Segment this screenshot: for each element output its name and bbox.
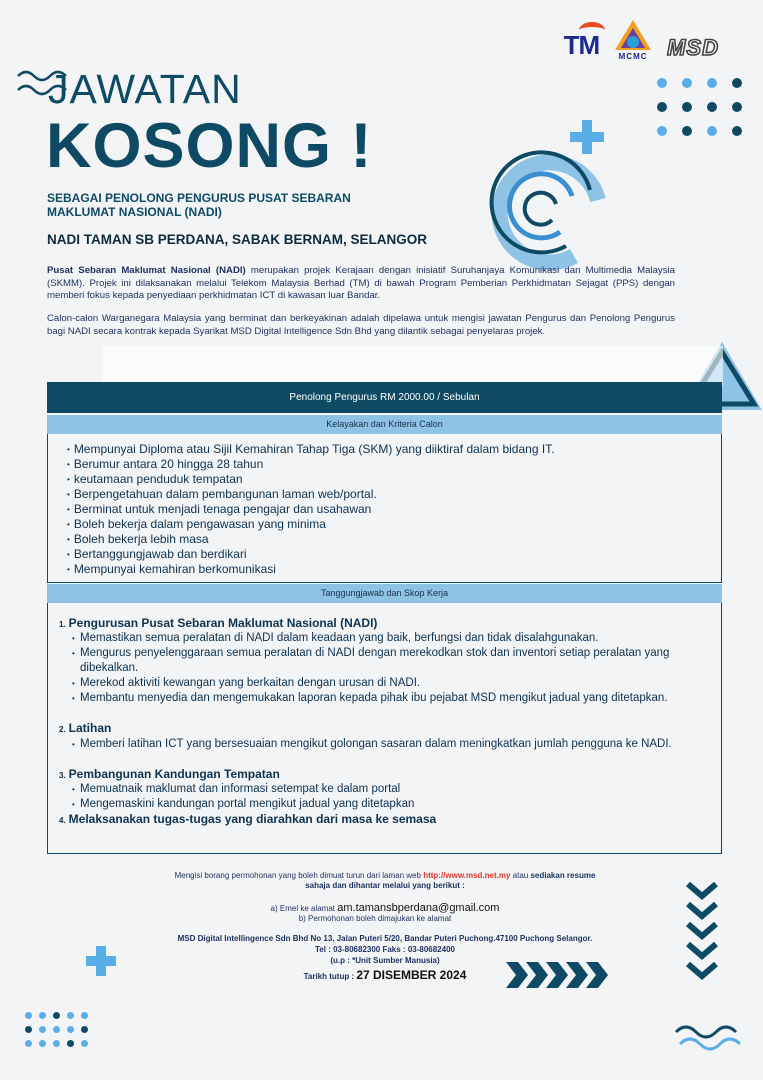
deadline-date: 27 DISEMBER 2024 (356, 968, 467, 982)
intro-paragraph-1 (47, 265, 675, 303)
swirl-decoration (492, 152, 598, 262)
list-item: • Berminat untuk menjadi tenaga pengajar dan usahawan (67, 502, 721, 517)
requirements-box (47, 434, 722, 583)
duty-section-1: 1. Pengurusan Pusat Sebaran Maklumat Nasional (NADI) (59, 616, 378, 630)
wave-decoration (680, 1039, 740, 1049)
duty-item: • Memuatnaik maklumat dan informasi setempat ke dalam portal (80, 782, 710, 797)
list-item: • Boleh bekerja lebih masa (67, 532, 721, 547)
page-title-line1: JAWATAN (48, 66, 242, 112)
plus-icon (570, 120, 604, 154)
salary-banner: Penolong Pengurus RM 2000.00 / Sebulan (47, 382, 722, 413)
tm-logo: TM (564, 30, 600, 61)
wave-decoration (676, 1027, 736, 1037)
location-heading: NADI TAMAN SB PERDANA, SABAK BERNAM, SELANGOR (47, 232, 428, 247)
msd-logo: MSD (667, 35, 719, 60)
application-instructions-2: sahaja dan dihantar melalui yang berikut : (305, 881, 465, 890)
job-details-panel (47, 382, 722, 854)
mail-line: b) Permohonan boleh dimajukan ke alamat (298, 914, 452, 923)
email-address[interactable]: am.tamansbperdana@gmail.com (337, 902, 500, 914)
duty-item: • Memastikan semua peralatan di NADI dalam keadaan yang baik, berfungsi dan tidak disalahgunakan. (80, 631, 720, 646)
duty-item: • Mengurus penyelenggaraan semua peralatan di NADI dengan merekodkan stok dan inventori setiap peralatan yang dibekalkan. (80, 646, 710, 676)
requirements-heading: Kelayakan dan Kriteria Calon (47, 415, 722, 434)
intro-paragraph-2: Calon-calon Warganegara Malaysia yang berminat dan berkeyakinan adalah dipelawa untuk mengisi jawatan Pengurus dan Penolong Pengurus bagi NADI secara kontrak kepada Syarikat MSD Digital Intelligence Sdn Bhd yang dilantik sebagai penyelaras projek. (47, 313, 675, 337)
intro-text: merupakan projek Kerajaan dengan inisiatif Suruhanjaya Komunikasi dan Multimedia Malaysia (SKMM). Projek ini dilaksanakan melalui Telekom Malaysia Berhad (TM) di bawah Program Pemberian Perkhidmatan Sejagat (PPS) dengan memberi fokus kepada penyediaan perkhidmatan ICT di kawasan luar Bandar. (47, 265, 675, 301)
email-line: a) Emel ke alamat am.tamansbperdana@gmail.com (270, 902, 500, 914)
card-shadow (103, 346, 723, 386)
duties-heading: Tanggungjawab dan Skop Kerja (47, 584, 722, 603)
website-link[interactable]: http://www.msd.net.my (423, 871, 511, 880)
mcmc-emblem (613, 18, 653, 52)
list-item: • Berumur antara 20 hingga 28 tahun (67, 457, 721, 472)
requirements-list (48, 442, 721, 577)
nadi-name: Pusat Sebaran Maklumat Nasional (NADI) (47, 265, 246, 276)
page-title-line2: KOSONG ! (46, 111, 373, 181)
position-subtitle: SEBAGAI PENOLONG PENGURUS PUSAT SEBARAN MAKLUMAT NASIONAL (NADI) (47, 191, 351, 219)
address-line: MSD Digital Intellingence Sdn Bhd No 13, Jalan Puteri 5/20, Bandar Puteri Puchong.47100 Puchong Selangor. (177, 934, 593, 943)
deadline-line: Tarikh tutup : 27 DISEMBER 2024 (303, 968, 467, 982)
attention-line: (u.p : *Unit Sumber Manusia) (330, 956, 440, 965)
list-item: • Berpengetahuan dalam pembangunan laman web/portal. (67, 487, 721, 502)
duty-item: • Membantu menyedia dan mengemukakan laporan kepada pihak ibu pejabat MSD mengikut jadual yang ditetapkan. (80, 691, 680, 706)
list-item: • Mempunyai kemahiran berkomunikasi (67, 562, 721, 577)
list-item: • keutamaan penduduk tempatan (67, 472, 721, 487)
logo-bar (564, 18, 719, 61)
chevron-down-icon (688, 884, 716, 976)
duty-item: • Mengemaskini kandungan portal mengikut jadual yang ditetapkan (80, 797, 710, 812)
duties-box (47, 603, 722, 854)
plus-icon (86, 946, 116, 976)
duty-item: • Memberi latihan ICT yang bersesuaian mengikut golongan sasaran dalam meningkatkan jumlah pengguna ke NADI. (80, 737, 710, 752)
duty-section-2: 2. Latihan (59, 721, 112, 735)
application-instructions: Mengisi borang permohonan yang boleh dimuat turun dari laman web http://www.msd.net.my atau sediakan resume (174, 871, 596, 880)
list-item: • Bertanggungjawab dan berdikari (67, 547, 721, 562)
list-item: • Boleh bekerja dalam pengawasan yang minima (67, 517, 721, 532)
duty-item: • Merekod aktiviti kewangan yang berkaitan dengan urusan di NADI. (80, 676, 710, 691)
duty-section-3: 3. Pembangunan Kandungan Tempatan (59, 767, 280, 781)
mcmc-logo: MCMC (613, 18, 653, 61)
phone-line: Tel : 03-80682300 Faks : 03-80682400 (315, 945, 455, 954)
list-item: • Mempunyai Diploma atau Sijil Kemahiran Tahap Tiga (SKM) yang diiktiraf dalam bidang IT. (67, 442, 721, 457)
duty-section-4: 4. Melaksanakan tugas-tugas yang diarahkan dari masa ke semasa (59, 812, 437, 826)
